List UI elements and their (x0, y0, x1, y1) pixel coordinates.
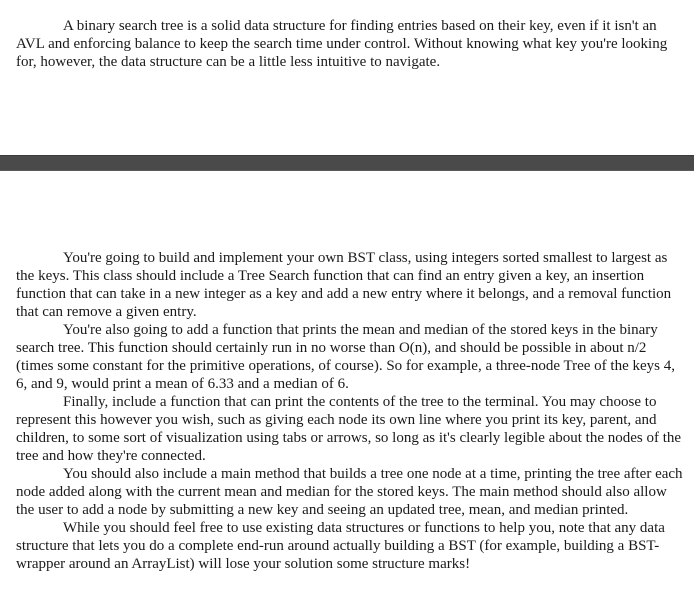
task-paragraph-mean-median: You're also going to add a function that prints the mean and median of the stored keys in the binary search tree. This function should certainly run in no worse than O(n), and should be possible in about n/2 (times some constant for the primitive operations, of course). So for example, a three-node Tree of the keys 4, 6, and 9, would print a mean of 6.33 and a median of 6. (16, 322, 675, 392)
section-divider (0, 155, 694, 171)
task-paragraph-main-method: You should also include a main method that builds a tree one node at a time, printing the tree after each node added along with the current mean and median for the stored keys. The main method should also allow the user to add a node by submitting a new key and seeing an updated tree, mean, and median printed. (16, 466, 683, 518)
intro-paragraph: A binary search tree is a solid data structure for finding entries based on their key, even if it isn't an AVL and enforcing balance to keep the search time under control. Without knowing what key you're looking for, however, the data structure can be a little less intuitive to navigate. (16, 18, 668, 70)
task-paragraph-print-tree: Finally, include a function that can print the contents of the tree to the terminal. You may choose to represent this however you wish, such as giving each node its own line where you print its key, parent, and children, to some sort of visualization using tabs or arrows, so long as it's clearly legible about the nodes of the tree and how they're connected. (16, 394, 682, 464)
task-paragraph-bst-class: You're going to build and implement your own BST class, using integers sorted smallest to largest as the keys. This class should include a Tree Search function that can find an entry given a key, an insertion function that can take in a new integer as a key and add a new entry where it belongs, and a removal function that can remove a given entry. (16, 250, 672, 320)
task-section (16, 249, 686, 573)
task-paragraph-structure-note: While you should feel free to use existing data structures or functions to help you, note that any data structure that lets you do a complete end-run around actually building a BST (for example, building a BST-wrapper around an ArrayList) will lose your solution some structure marks! (16, 520, 665, 572)
intro-section (16, 17, 686, 71)
